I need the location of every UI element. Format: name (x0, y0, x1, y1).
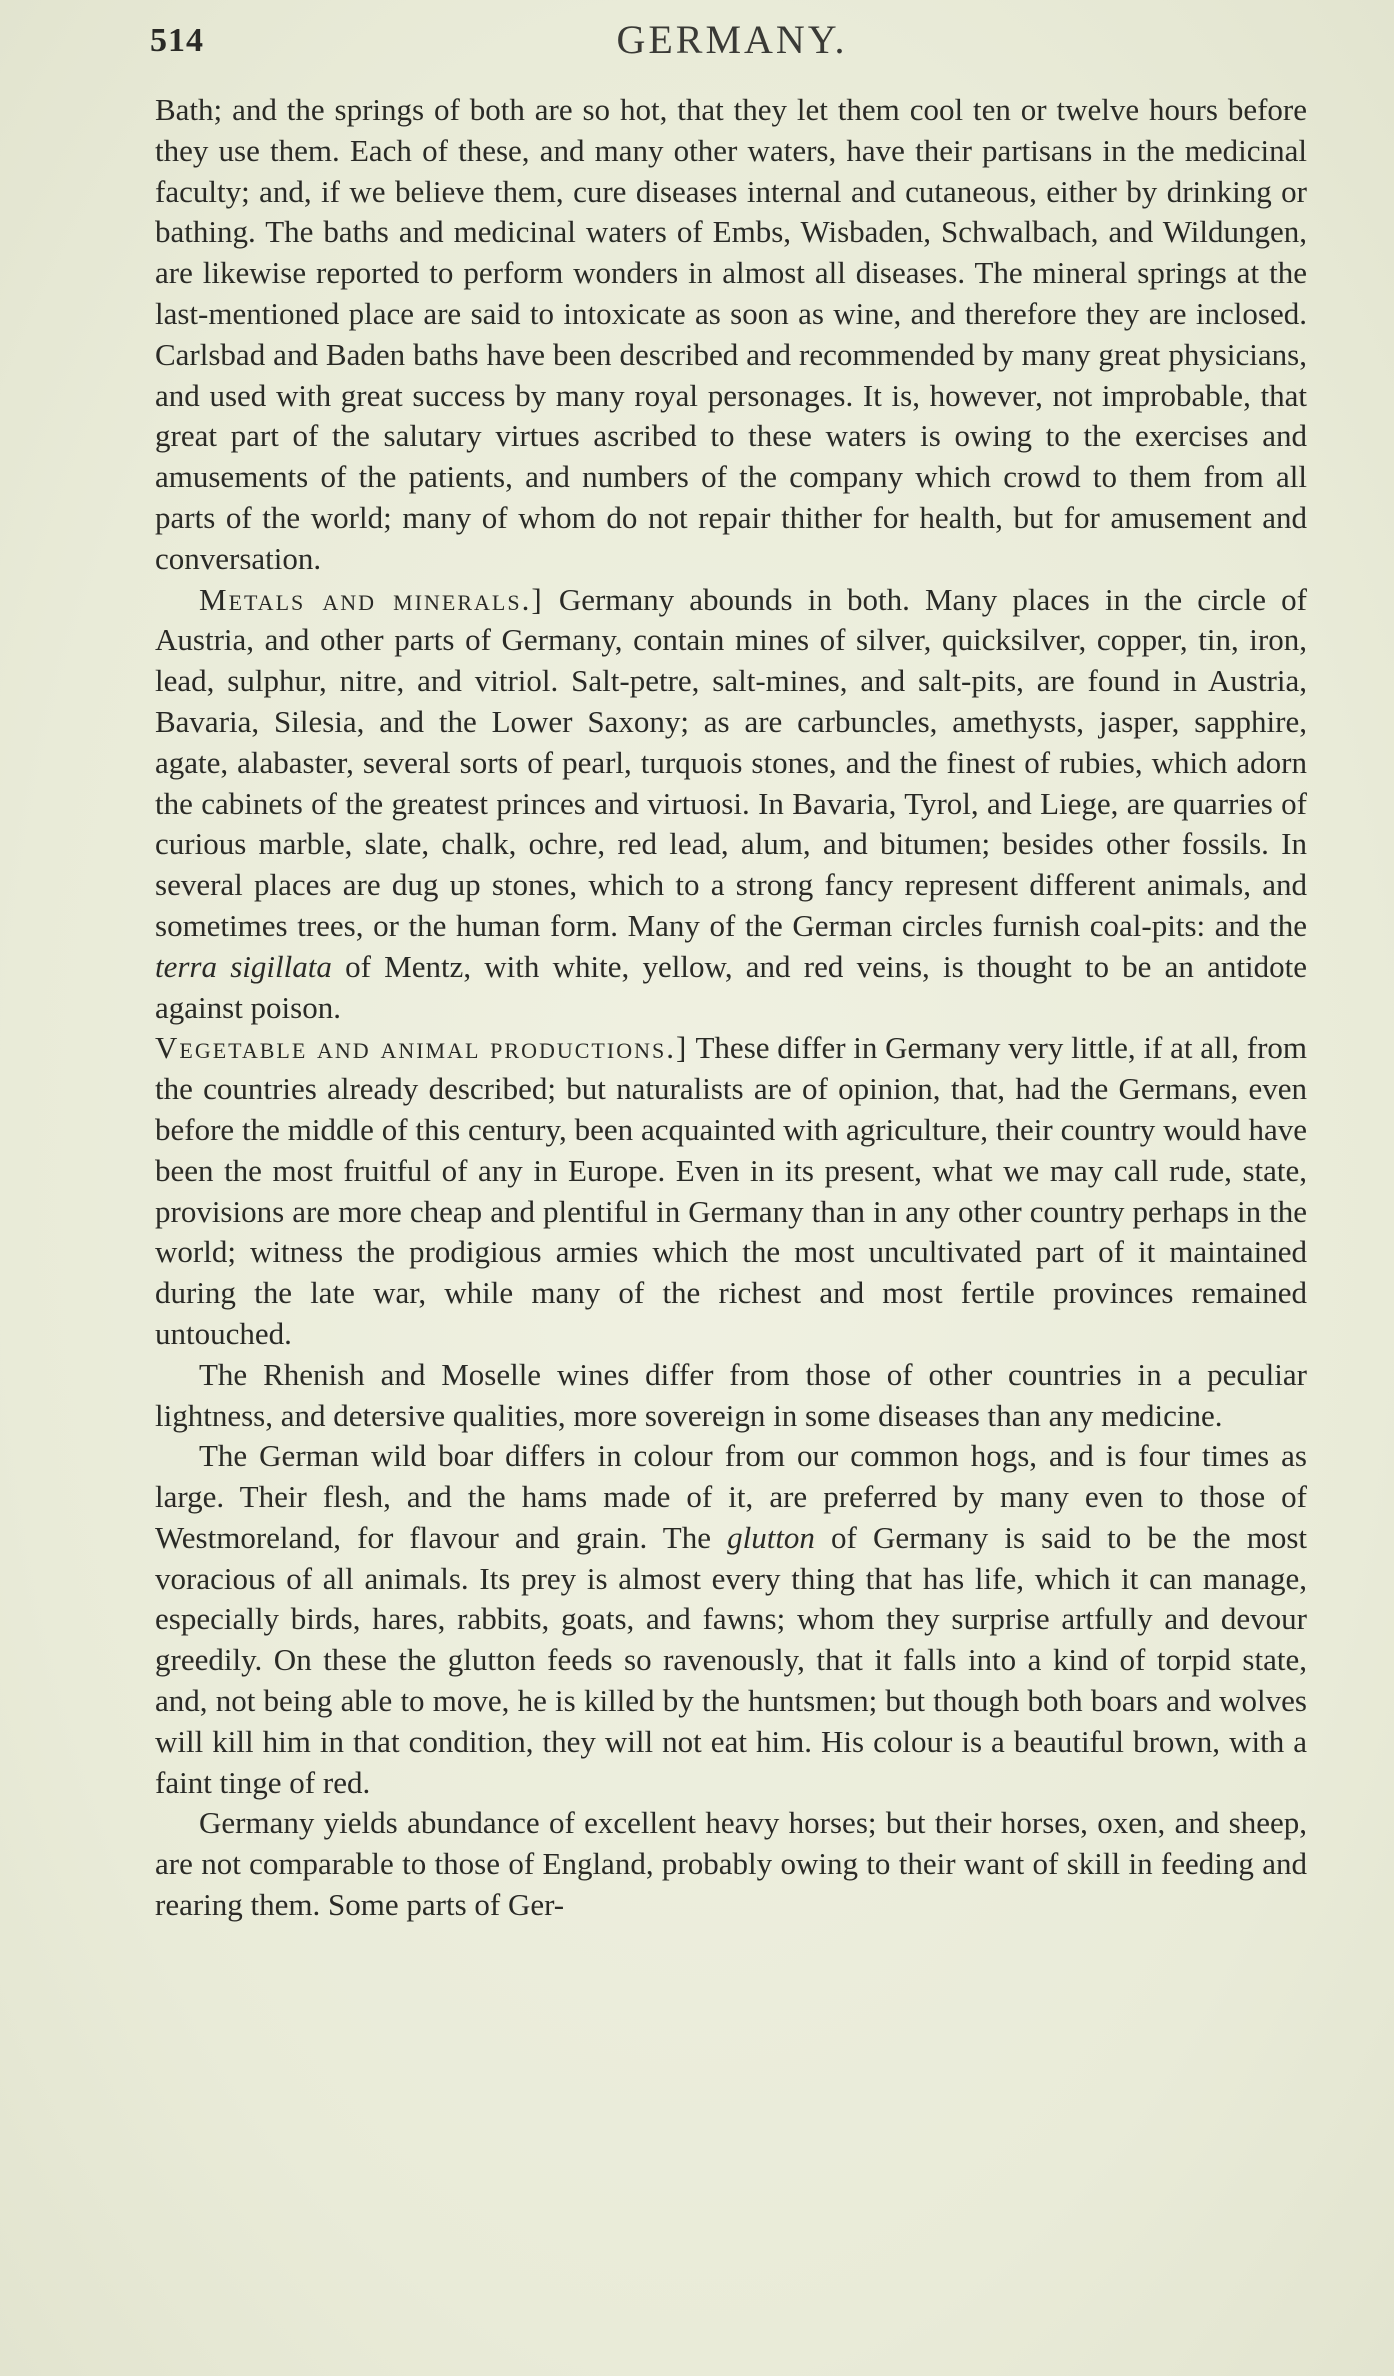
italic-glutton: glutton (727, 1519, 815, 1555)
body-text (155, 90, 1307, 1926)
paragraph-metals-text-end: of Mentz, with white, yellow, and red veins, is thought to be an antidote against poison. (155, 948, 1307, 1025)
italic-terra-sigillata: terra sigillata (155, 948, 332, 984)
paragraph-metals-text: Germany abounds in both. Many places in the circle of Austria, and other parts of Germany, contain mines of silver, quicksilver, copper, tin, iron, lead, sulphur, nitre, and vitriol. Salt-petre, salt-mines, and salt-pits, are found in Austria, Bavaria, Silesia, and the Lower Saxony; as are carbuncles, amethysts, jasper, sapphire, agate, alabaster, several sorts of pearl, turquois stones, and the finest of rubies, which adorn the cabinets of the greatest princes and virtuosi. In Bavaria, Tyrol, and Liege, are quarries of curious marble, slate, chalk, ochre, red lead, alum, and bitumen; besides other fossils. In several places are dug up stones, which to a strong fancy represent different animals, and sometimes trees, or the human form. Many of the German circles furnish coal-pits: and the (155, 581, 1307, 943)
paragraph-vegetable-text: These differ in Germany very little, if at all, from the countries already described; but naturalists are of opinion, that, had the Germans, even before the middle of this century, been acquainted with agriculture, their country would have been the most fruitful of any in Europe. Even in its present, what we may call rude, state, provisions are more cheap and plentiful in Germany than in any other country perhaps in the world; witness the prodigious armies which the most uncultivated part of it maintained during the late war, while many of the richest and most fertile provinces remained untouched. (155, 1030, 1308, 1351)
paragraph-wild-boar (155, 1436, 1307, 1803)
running-head (150, 8, 1314, 72)
paragraph-metals-and-minerals (155, 580, 1307, 1029)
section-heading-vegetable: Vegetable and animal productions.] (155, 1030, 689, 1066)
paragraph-wines: The Rhenish and Moselle wines differ from those of other countries in a peculiar lightness, and detersive qualities, more sovereign in some diseases than any medicine. (155, 1356, 1307, 1433)
paragraph-baths: Bath; and the springs of both are so hot, that they let them cool ten or twelve hours before they use them. Each of these, and many other waters, have their partisans in the medicinal faculty; and, if we believe them, cure diseases internal and cutaneous, either by drinking or bathing. The baths and medicinal waters of Embs, Wisbaden, Schwalbach, and Wildungen, are likewise reported to perform wonders in almost all diseases. The mineral springs at the last-mentioned place are said to intoxicate as soon as wine, and therefore they are inclosed. Carlsbad and Baden baths have been described and recommended by many great physicians, and used with great success by many royal personages. It is, however, not improbable, that great part of the salutary virtues ascribed to these waters is owing to the exercises and amusements of the patients, and numbers of the company which crowd to them from all parts of the world; many of whom do not repair thither for health, but for amusement and conversation. (155, 92, 1307, 576)
running-title: GERMANY. (616, 17, 848, 62)
section-heading-metals: Metals and minerals.] (199, 581, 544, 617)
paragraph-horses: Germany yields abundance of excellent heavy horses; but their horses, oxen, and sheep, are not comparable to those of England, probably owing to their want of skill in feeding and rearing them. Some parts of Ger- (155, 1805, 1307, 1923)
page-number: 514 (150, 22, 204, 59)
paragraph-boar-text: The German wild boar differs in colour from our common hogs, and is four times as large. Their flesh, and the hams made of it, are preferred by many even to those of Westmoreland, for flavour and grain. The (155, 1438, 1307, 1555)
paragraph-vegetable-and-animal (155, 1028, 1307, 1354)
paragraph-boar-text-end: of Germany is said to be the most voracious of all animals. Its prey is almost every thing that has life, which it can manage, especially birds, hares, rabbits, goats, and fawns; whom they surprise artfully and devour greedily. On these the glutton feeds so ravenously, that it falls into a kind of torpid state, and, not being able to move, he is killed by the huntsmen; but though both boars and wolves will kill him in that condition, they will not eat him. His colour is a beautiful brown, with a faint tinge of red. (155, 1519, 1307, 1800)
